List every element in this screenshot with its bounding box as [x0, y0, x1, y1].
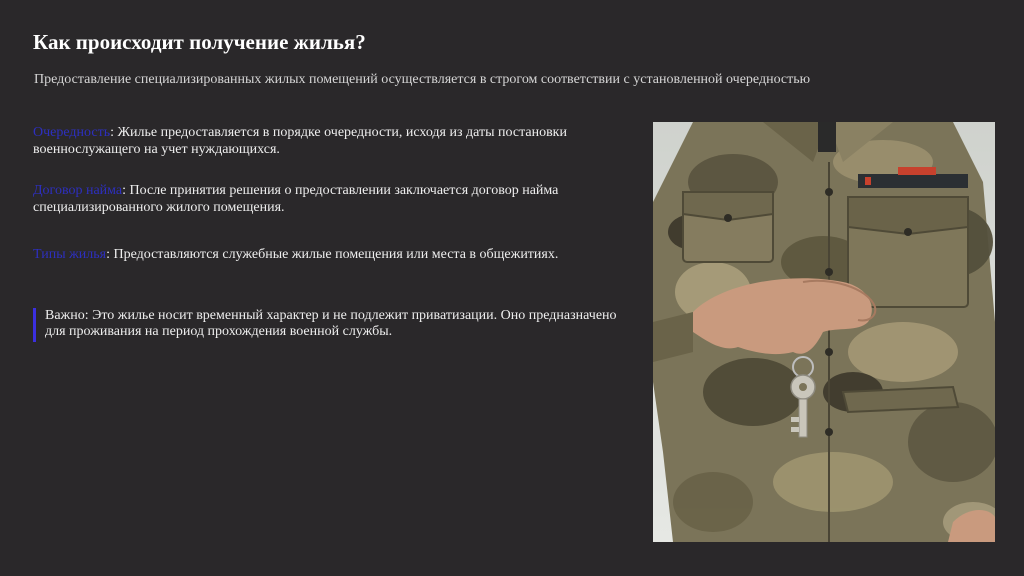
note-text: Важно: Это жилье носит временный характер и не подлежит приватизации. Оно предназначено для проживания на период прохождения военной службы. [45, 308, 617, 339]
item-housing-types [33, 246, 633, 263]
item-text: : Жилье предоставляется в порядке очередности, исходя из даты постановки военнослужащего на учет нуждающихся. [33, 125, 567, 157]
item-term: Договор найма [33, 183, 123, 198]
slide-title: Как происходит получение жилья? [33, 30, 366, 54]
soldier-photo [653, 122, 995, 542]
item-contract [33, 182, 633, 216]
item-term: Очередность [33, 125, 111, 140]
item-text: : После принятия решения о предоставлении заключается договор найма специализированного жилого помещения. [33, 183, 559, 215]
note-accent-bar [33, 308, 36, 342]
slide-subtitle: Предоставление специализированных жилых помещений осуществляется в строгом соответствии с установленной очередностью [34, 72, 811, 87]
soldier-illustration [653, 122, 995, 542]
item-term: Типы жилья [33, 247, 107, 262]
item-queue [33, 124, 633, 158]
important-note [33, 307, 633, 343]
item-text: : Предоставляются служебные жилые помещения или места в общежитиях. [106, 247, 559, 262]
